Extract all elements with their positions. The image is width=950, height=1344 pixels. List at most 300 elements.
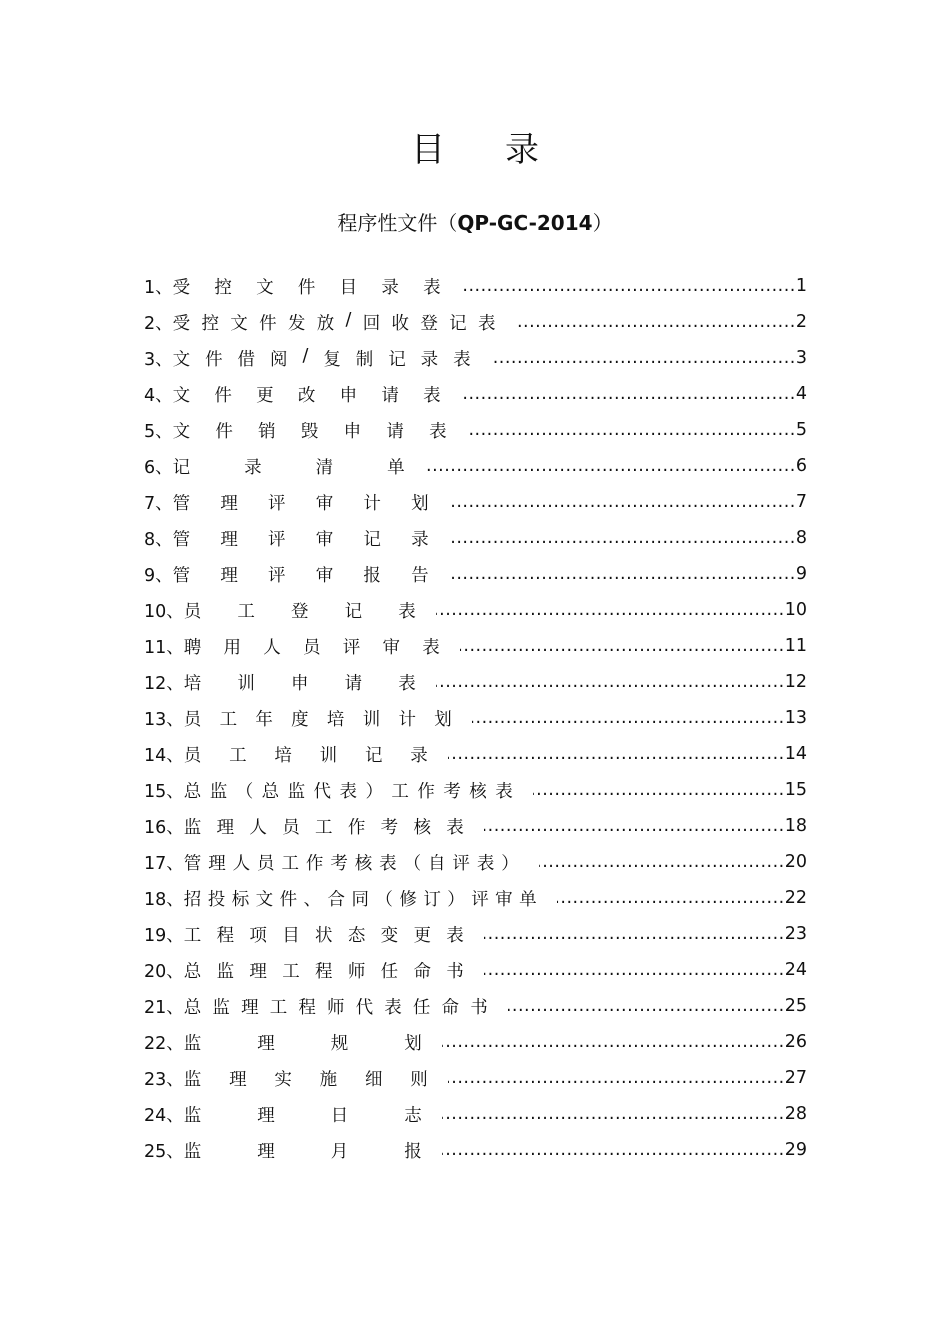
toc-label-char: 员 <box>183 601 202 622</box>
toc-label-char: 命 <box>441 997 460 1018</box>
toc-label-char: 理 <box>229 1069 247 1090</box>
toc-label-char: 人 <box>263 637 281 658</box>
toc-label-char: 理 <box>257 1141 275 1162</box>
toc-leader-dots <box>449 563 796 585</box>
toc-label-char: 监 <box>183 1105 202 1126</box>
toc-entry-page: 6 <box>795 456 807 476</box>
toc-entry-label <box>173 490 449 515</box>
toc-label-char: 评 <box>342 637 361 658</box>
toc-entry-page: 8 <box>795 528 807 548</box>
toc-entry[interactable] <box>144 592 807 628</box>
toc-entry[interactable] <box>144 556 807 592</box>
toc-label-char: 件 <box>214 385 232 406</box>
toc-label-char: ） <box>447 889 465 910</box>
toc-label-char: 施 <box>319 1069 338 1090</box>
toc-label-char: 则 <box>410 1069 428 1090</box>
toc-entry-number: 10、 <box>144 601 184 622</box>
toc-entry-label <box>173 382 461 407</box>
toc-label-char: 表 <box>379 853 397 874</box>
toc-entry-number: 21、 <box>144 997 184 1018</box>
toc-entry-number: 16、 <box>144 817 184 838</box>
toc-entry-label <box>184 814 484 839</box>
toc-entry-number: 17、 <box>144 853 184 874</box>
subtitle-prefix: 程序性文件（ <box>337 211 458 235</box>
toc-label-char: 实 <box>274 1069 292 1090</box>
toc-label-char: / <box>345 309 352 330</box>
toc-label-char: 书 <box>470 997 488 1018</box>
toc-entry[interactable] <box>144 448 807 484</box>
toc-label-char: 核 <box>354 853 373 874</box>
toc-entry[interactable] <box>144 844 807 880</box>
toc-label-char: 受 <box>172 313 191 334</box>
toc-entry[interactable] <box>144 988 807 1024</box>
toc-entry-page: 1 <box>795 276 807 296</box>
toc-label-char: 录 <box>411 529 429 550</box>
toc-label-char: 收 <box>391 313 410 334</box>
toc-label-char: 申 <box>343 421 362 442</box>
toc-label-char: 核 <box>413 817 431 838</box>
toc-leader-dots <box>461 383 796 405</box>
toc-label-char: 合 <box>327 889 345 910</box>
toc-leader-dots <box>484 959 785 981</box>
toc-label-char: 录 <box>244 457 262 478</box>
toc-label-char: 理 <box>257 1033 275 1054</box>
toc-entry-label <box>173 526 449 551</box>
toc-entry-number: 25、 <box>144 1141 184 1162</box>
toc-entry-label <box>184 886 557 911</box>
toc-label-char: 回 <box>362 313 381 334</box>
toc-label-char: 师 <box>347 961 366 982</box>
toc-label-char: 代 <box>313 781 332 802</box>
toc-label-char: 件 <box>259 313 277 334</box>
toc-label-char: 工 <box>391 781 409 802</box>
toc-label-char: 监 <box>287 781 306 802</box>
toc-label-char: 控 <box>201 313 219 334</box>
toc-entry-page: 23 <box>784 924 807 944</box>
toc-label-char: 变 <box>380 925 399 946</box>
toc-label-char: 工 <box>269 997 288 1018</box>
toc-label-char: 计 <box>398 709 416 730</box>
toc-leader-dots <box>442 1139 785 1161</box>
toc-leader-dots <box>557 887 785 909</box>
toc-label-char: 申 <box>339 385 358 406</box>
toc-label-char: 修 <box>399 889 417 910</box>
toc-label-char: 理 <box>257 1105 275 1126</box>
toc-label-char: （ <box>375 889 393 910</box>
toc-label-char: 代 <box>355 997 374 1018</box>
toc-label-char: 训 <box>319 745 338 766</box>
toc-entry-label <box>184 850 539 875</box>
toc-label-char: 登 <box>291 601 309 622</box>
toc-label-char: 记 <box>363 529 381 550</box>
toc-label-char: 用 <box>223 637 242 658</box>
toc-entry-page: 18 <box>784 816 807 836</box>
toc-label-char: 状 <box>315 925 333 946</box>
toc-label-char: 日 <box>330 1105 349 1126</box>
toc-label-char: 监 <box>183 1141 202 1162</box>
toc-entry[interactable] <box>144 1024 807 1060</box>
toc-entry-number: 4、 <box>144 385 173 406</box>
toc-label-char: 同 <box>351 889 369 910</box>
toc-label-char: 监 <box>183 817 202 838</box>
document-code: QP-GC-2014 <box>457 211 593 235</box>
toc-label-char: 审 <box>315 565 334 586</box>
toc-label-char: 报 <box>363 565 381 586</box>
toc-leader-dots <box>442 1103 785 1125</box>
toc-leader-dots <box>484 923 785 945</box>
toc-label-char: 单 <box>387 457 405 478</box>
toc-entry-number: 9、 <box>144 565 173 586</box>
toc-entry-page: 2 <box>795 312 807 332</box>
toc-label-char: 表 <box>339 781 357 802</box>
toc-label-char: 考 <box>330 853 348 874</box>
toc-leader-dots <box>449 527 796 549</box>
toc-entry-number: 2、 <box>144 313 173 334</box>
toc-entry-label <box>184 1030 442 1055</box>
toc-label-char: 理 <box>241 997 259 1018</box>
toc-label-char: 文 <box>172 349 191 370</box>
toc-entry-page: 14 <box>784 744 807 764</box>
toc-entry-number: 7、 <box>144 493 173 514</box>
toc-entry[interactable] <box>144 772 807 808</box>
toc-entry-page: 25 <box>784 996 807 1016</box>
toc-label-char: 理 <box>220 529 238 550</box>
toc-label-char: 、 <box>303 889 322 910</box>
toc-label-char: 记 <box>344 601 363 622</box>
toc-entry-number: 14、 <box>144 745 184 766</box>
toc-entry-number: 11、 <box>144 637 184 658</box>
toc-label-char: 监 <box>183 1069 202 1090</box>
toc-label-char: 表 <box>398 673 416 694</box>
toc-label-char: 计 <box>363 493 381 514</box>
toc-entry-page: 27 <box>784 1068 807 1088</box>
toc-label-char: 划 <box>434 709 452 730</box>
toc-label-char: 件 <box>205 349 223 370</box>
toc-entry[interactable] <box>144 412 807 448</box>
toc-label-char: 师 <box>326 997 345 1018</box>
toc-entry-number: 24、 <box>144 1105 184 1126</box>
toc-label-char: 工 <box>229 745 247 766</box>
toc-label-char: 录 <box>410 745 428 766</box>
toc-label-char: 发 <box>287 313 306 334</box>
toc-label-char: ） <box>501 853 519 874</box>
toc-entry-label <box>184 706 472 731</box>
toc-entry-page: 28 <box>784 1104 807 1124</box>
toc-label-char: 表 <box>422 637 440 658</box>
toc-leader-dots <box>508 995 785 1017</box>
toc-label-char: 审 <box>495 889 513 910</box>
toc-leader-dots <box>448 1067 785 1089</box>
toc-entry-page: 15 <box>784 780 807 800</box>
toc-entry-page: 7 <box>795 492 807 512</box>
toc-entry-label <box>173 418 467 443</box>
toc-label-char: 规 <box>330 1033 349 1054</box>
toc-entry-number: 12、 <box>144 673 184 694</box>
toc-label-char: 员 <box>183 709 202 730</box>
toc-label-char: 书 <box>446 961 464 982</box>
toc-label-char: 登 <box>420 313 438 334</box>
toc-entry-label <box>184 634 460 659</box>
toc-entry-page: 12 <box>784 672 807 692</box>
toc-entry[interactable] <box>144 484 807 520</box>
toc-label-char: 工 <box>183 925 202 946</box>
toc-entry-page: 13 <box>784 708 807 728</box>
toc-entry-page: 3 <box>795 348 807 368</box>
toc-entry-label <box>184 922 484 947</box>
toc-label-char: 控 <box>214 277 232 298</box>
toc-label-char: 放 <box>316 313 335 334</box>
toc-entry-page: 24 <box>784 960 807 980</box>
toc-leader-dots <box>442 1031 785 1053</box>
toc-label-char: 命 <box>413 961 431 982</box>
toc-label-char: 理 <box>216 817 235 838</box>
toc-entry[interactable] <box>144 700 807 736</box>
toc-label-char: 自 <box>428 853 446 874</box>
toc-label-char: 管 <box>183 853 202 874</box>
toc-entry-number: 18、 <box>144 889 184 910</box>
toc-entry[interactable] <box>144 952 807 988</box>
toc-entry[interactable] <box>144 880 807 916</box>
toc-label-char: 评 <box>471 889 489 910</box>
toc-leader-dots <box>436 671 785 693</box>
toc-entry[interactable] <box>144 304 807 340</box>
toc-entry-page: 29 <box>784 1140 807 1160</box>
toc-leader-dots <box>484 815 785 837</box>
toc-leader-dots <box>460 635 785 657</box>
toc-entry-page: 22 <box>784 888 807 908</box>
toc-leader-dots <box>461 275 796 297</box>
toc-entry-number: 19、 <box>144 925 184 946</box>
toc-label-char: 划 <box>404 1033 422 1054</box>
toc-label-char: 评 <box>268 565 286 586</box>
toc-label-char: 监 <box>183 1033 202 1054</box>
toc-label-char: 度 <box>291 709 309 730</box>
toc-label-char: 监 <box>216 961 235 982</box>
toc-entry-label <box>173 310 516 335</box>
toc-label-char: 制 <box>355 349 374 370</box>
toc-label-char: 请 <box>386 421 404 442</box>
toc-label-char: 评 <box>268 493 286 514</box>
toc-label-char: 培 <box>183 673 202 694</box>
toc-entry[interactable] <box>144 268 807 304</box>
toc-entry-number: 15、 <box>144 781 184 802</box>
toc-entry-number: 22、 <box>144 1033 184 1054</box>
toc-label-char: 销 <box>258 421 276 442</box>
toc-entry-label <box>173 562 449 587</box>
toc-label-char: 员 <box>183 745 202 766</box>
toc-label-char: 文 <box>255 889 274 910</box>
toc-label-char: 任 <box>380 961 399 982</box>
toc-label-char: 表 <box>453 349 471 370</box>
toc-entry-page: 20 <box>784 852 807 872</box>
toc-label-char: 件 <box>297 277 316 298</box>
toc-label-char: 阅 <box>270 349 288 370</box>
toc-label-char: 表 <box>398 601 416 622</box>
toc-label-char: 志 <box>404 1105 422 1126</box>
toc-label-char: 申 <box>291 673 309 694</box>
toc-label-char: 员 <box>282 817 300 838</box>
toc-entry-page: 5 <box>795 420 807 440</box>
toc-label-char: 态 <box>347 925 366 946</box>
toc-entry-label <box>184 994 508 1019</box>
toc-entry[interactable] <box>144 736 807 772</box>
toc-label-char: ） <box>365 781 383 802</box>
toc-leader-dots <box>467 419 796 441</box>
toc-entry-number: 1、 <box>144 277 173 298</box>
toc-entry-number: 6、 <box>144 457 173 478</box>
toc-entry-number: 3、 <box>144 349 173 370</box>
toc-label-char: 审 <box>315 493 334 514</box>
toc-label-char: 复 <box>323 349 341 370</box>
toc-entry[interactable] <box>144 520 807 556</box>
toc-leader-dots <box>491 347 796 369</box>
toc-label-char: 目 <box>339 277 358 298</box>
toc-leader-dots <box>436 599 785 621</box>
toc-entry-page: 26 <box>784 1032 807 1052</box>
toc-label-char: 核 <box>469 781 487 802</box>
toc-label-char: 评 <box>268 529 286 550</box>
toc-label-char: 请 <box>344 673 363 694</box>
toc-leader-dots <box>448 743 785 765</box>
toc-leader-dots <box>425 455 796 477</box>
toc-entry-page: 4 <box>795 384 807 404</box>
toc-label-char: 表 <box>429 421 447 442</box>
toc-entry-label <box>184 1066 448 1091</box>
toc-entry[interactable] <box>144 808 807 844</box>
toc-entry[interactable] <box>144 1060 807 1096</box>
toc-label-char: 考 <box>443 781 461 802</box>
toc-label-char: 招 <box>183 889 202 910</box>
toc-entry-label <box>173 454 425 479</box>
toc-label-char: 训 <box>362 709 381 730</box>
toc-label-char: 评 <box>452 853 470 874</box>
toc-entry[interactable] <box>144 340 807 376</box>
toc-label-char: 记 <box>172 457 191 478</box>
toc-label-char: 员 <box>303 637 321 658</box>
toc-label-char: 标 <box>231 889 250 910</box>
section-subtitle <box>0 206 950 240</box>
toc-entry-label <box>173 274 461 299</box>
toc-entry[interactable] <box>144 916 807 952</box>
toc-label-char: 理 <box>249 961 267 982</box>
toc-entry-page: 10 <box>784 600 807 620</box>
toc-label-char: 监 <box>212 997 230 1018</box>
toc-entry[interactable] <box>144 376 807 412</box>
table-of-contents <box>144 268 807 1168</box>
toc-label-char: 表 <box>423 385 441 406</box>
toc-label-char: 审 <box>315 529 334 550</box>
toc-label-char: 审 <box>382 637 401 658</box>
toc-label-char: 考 <box>380 817 399 838</box>
toc-leader-dots <box>516 311 796 333</box>
toc-entry[interactable] <box>144 1132 807 1168</box>
toc-label-char: 表 <box>495 781 513 802</box>
toc-entry-label <box>173 346 491 371</box>
toc-entry-label <box>184 778 533 803</box>
toc-label-char: 程 <box>216 925 235 946</box>
toc-label-char: 表 <box>384 997 402 1018</box>
toc-label-char: 改 <box>297 385 316 406</box>
toc-entry-number: 13、 <box>144 709 184 730</box>
toc-label-char: 人 <box>249 817 267 838</box>
subtitle-suffix: ） <box>592 211 613 235</box>
toc-label-char: 作 <box>347 817 366 838</box>
toc-label-char: 监 <box>209 781 228 802</box>
toc-label-char: 管 <box>172 529 191 550</box>
toc-entry-number: 5、 <box>144 421 173 442</box>
toc-label-char: 员 <box>257 853 275 874</box>
toc-label-char: 目 <box>282 925 300 946</box>
toc-label-char: （ <box>235 781 254 802</box>
toc-label-char: 理 <box>208 853 226 874</box>
toc-label-char: 文 <box>172 385 191 406</box>
toc-label-char: （ <box>403 853 422 874</box>
toc-entry-number: 20、 <box>144 961 184 982</box>
toc-entry[interactable] <box>144 664 807 700</box>
toc-label-char: 订 <box>423 889 441 910</box>
toc-label-char: 表 <box>477 313 496 334</box>
toc-label-char: 工 <box>315 817 333 838</box>
toc-label-char: 受 <box>172 277 191 298</box>
toc-label-char: 理 <box>220 493 238 514</box>
toc-entry-label <box>184 1138 442 1163</box>
toc-label-char: 程 <box>315 961 333 982</box>
toc-leader-dots <box>472 707 785 729</box>
toc-label-char: 工 <box>237 601 255 622</box>
toc-label-char: 录 <box>381 277 399 298</box>
toc-label-char: 表 <box>446 817 464 838</box>
toc-label-char: 作 <box>417 781 435 802</box>
toc-label-char: 文 <box>230 313 248 334</box>
toc-label-char: 划 <box>411 493 429 514</box>
toc-label-char: 更 <box>413 925 431 946</box>
toc-label-char: 工 <box>219 709 238 730</box>
toc-label-char: 文 <box>172 421 191 442</box>
toc-label-char: 记 <box>388 349 406 370</box>
toc-entry-label <box>184 958 484 983</box>
toc-label-char: 培 <box>326 709 345 730</box>
toc-entry[interactable] <box>144 628 807 664</box>
toc-label-char: 训 <box>237 673 255 694</box>
toc-label-char: 程 <box>298 997 316 1018</box>
toc-label-char: 细 <box>364 1069 383 1090</box>
toc-entry-label <box>184 1102 442 1127</box>
toc-label-char: 毁 <box>300 421 319 442</box>
toc-label-char: 文 <box>256 277 274 298</box>
toc-label-char: 单 <box>519 889 537 910</box>
toc-entry-number: 8、 <box>144 529 173 550</box>
toc-label-char: 总 <box>183 781 202 802</box>
toc-label-char: 清 <box>315 457 334 478</box>
toc-label-char: 记 <box>449 313 467 334</box>
toc-entry-page: 11 <box>784 636 807 656</box>
toc-label-char: 请 <box>381 385 399 406</box>
toc-label-char: 工 <box>281 853 299 874</box>
toc-label-char: 月 <box>330 1141 349 1162</box>
toc-label-char: 总 <box>183 961 202 982</box>
toc-label-char: 工 <box>282 961 300 982</box>
toc-label-char: 表 <box>423 277 441 298</box>
toc-leader-dots <box>539 851 785 873</box>
toc-label-char: 管 <box>172 493 191 514</box>
toc-entry[interactable] <box>144 1096 807 1132</box>
toc-label-char: 年 <box>255 709 273 730</box>
toc-entry-label <box>184 670 436 695</box>
toc-label-char: 记 <box>364 745 383 766</box>
toc-label-char: 件 <box>215 421 233 442</box>
toc-label-char: 借 <box>237 349 256 370</box>
toc-label-char: 作 <box>305 853 324 874</box>
